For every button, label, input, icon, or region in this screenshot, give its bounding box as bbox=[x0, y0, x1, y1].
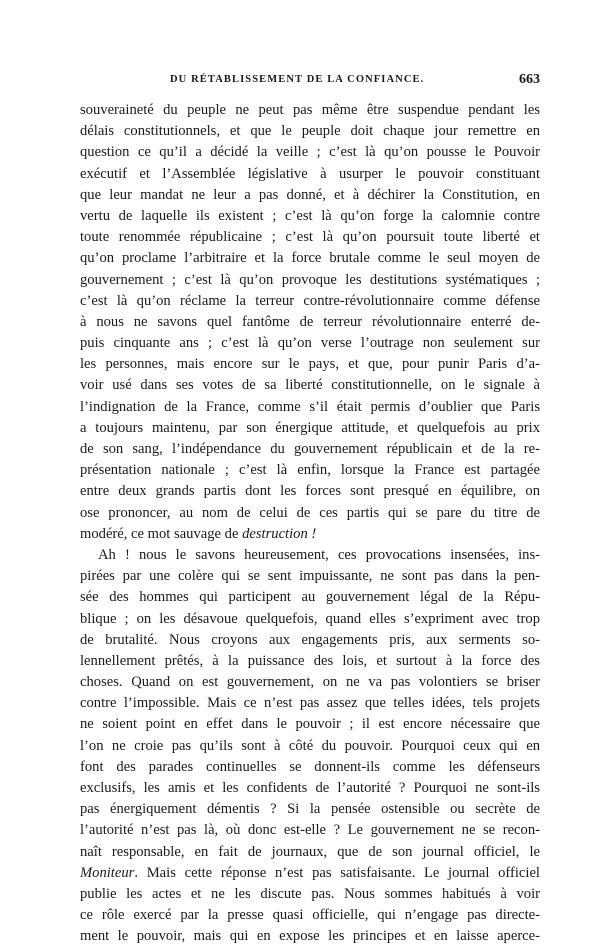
text-line: puis cinquante ans ; c’est là qu’on verse l’outrage non seulement sur bbox=[80, 335, 540, 352]
text-line: entre deux grands partis dont les forces sont presqué en équilibre, on bbox=[80, 483, 540, 500]
text-line: ose prononcer, au nom de celui de ces partis qui se pare du titre de bbox=[80, 504, 540, 521]
text-line bbox=[80, 524, 540, 545]
text-line: présentation nationale ; c’est là enfin, lorsque la France est partagée bbox=[80, 462, 540, 479]
text-line: gouvernement ; c’est là qu’on provoque les destitutions systématiques ; bbox=[80, 271, 540, 288]
text-line: qu’on proclame l’arbitraire et la force brutale comme le seul moyen de bbox=[80, 250, 540, 267]
text-line: Ah ! nous le savons heureusement, ces provocations insensées, ins- bbox=[98, 546, 540, 563]
text-line: de brutalité. Nous croyons aux engagements pris, aux serments so- bbox=[80, 631, 540, 648]
body-text bbox=[80, 100, 540, 948]
page-number: 663 bbox=[519, 72, 540, 87]
text-line: exclusifs, les amis et les confidents de l’autorité ? Pourquoi ne sont-ils bbox=[80, 780, 540, 796]
text-span: . Mais cette réponse n’est pas satisfaisante. Le journal officiel bbox=[134, 864, 540, 881]
italic-word: destruction ! bbox=[242, 525, 317, 542]
text-line: c’est là qu’on réclame la terreur contre-révolutionnaire comme défense bbox=[80, 292, 540, 309]
text-line: exécutif et l’Assemblée législative à usurper le pouvoir constituant bbox=[80, 165, 540, 182]
text-line: les personnes, mais encore sur le pays, et que, pour punir Paris d’a- bbox=[80, 356, 540, 373]
text-line: ment le pouvoir, mais qui en expose les principes et en laisse aperce- bbox=[80, 928, 540, 945]
paragraph-1 bbox=[80, 100, 540, 545]
text-line: pas énergiquement démentis ? Si la pensée ostensible ou secrète de bbox=[80, 801, 540, 818]
text-line: font des parades continuelles se donnent-ils comme les défenseurs bbox=[80, 758, 540, 775]
text-line: de son sang, l’indépendance du gouvernement républicain et de la re- bbox=[80, 441, 540, 457]
text-line: toute renommée républicaine ; c’est là qu’on poursuit toute liberté et bbox=[80, 229, 540, 246]
text-line: délais constitutionnels, et que le peuple doit chaque jour remettre en bbox=[80, 123, 540, 140]
text-line: que leur mandat ne leur a pas donné, et à déchirer la Constitution, en bbox=[80, 186, 540, 203]
text-line: publie les actes et ne les discute pas. Nous sommes habitués à voir bbox=[80, 885, 540, 902]
text-line: voir usé dans ses votes de sa liberté constitutionnelle, on le signale à bbox=[80, 377, 540, 394]
text-line: pirées par une colère qui se sent impuissante, ne sont pas dans la pen- bbox=[80, 568, 540, 585]
italic-word: Moniteur bbox=[80, 864, 135, 881]
text-line: question ce qu’il a décidé la veille ; c’est là qu’on pousse le Pouvoir bbox=[80, 144, 540, 161]
text-line: l’autorité n’est pas là, où donc est-elle ? Le gouvernement ne se recon- bbox=[80, 822, 540, 839]
text-line: choses. Quand on est gouvernement, on ne va pas volontiers se briser bbox=[80, 674, 540, 691]
text-line: souveraineté du peuple ne peut pas même être suspendue pendant les bbox=[80, 102, 540, 118]
text-line: ne soient point en effet dans le pouvoir ; il est encore nécessaire que bbox=[80, 716, 540, 733]
text-line: naît responsable, en fait de journaux, que de son journal officiel, le bbox=[80, 843, 540, 860]
text-line: ce rôle exercé par la presse quasi officielle, qui n’engage pas directe- bbox=[80, 907, 540, 924]
text-line: lennellement prêtés, à la puissance des lois, et surtout à la force des bbox=[80, 652, 540, 669]
text-line bbox=[80, 863, 540, 884]
running-head bbox=[80, 72, 540, 94]
text-line: a toujours maintenu, par son énergique attitude, et quelquefois au prix bbox=[80, 419, 540, 436]
text-line: l’indignation de la France, comme s’il était permis d’oublier que Paris bbox=[80, 398, 540, 415]
text-line: à nous ne savons quel fantôme de terreur révolutionnaire enterré de- bbox=[80, 313, 540, 330]
paragraph-2 bbox=[80, 545, 540, 948]
text-line: blique ; on les désavoue quelquefois, quand elles s’expriment avec trop bbox=[80, 610, 540, 627]
book-page bbox=[80, 72, 540, 948]
text-line: l’on ne croie pas qu’ils sont à côté du pouvoir. Pourquoi ceux qui en bbox=[80, 737, 540, 754]
text-span: modéré, ce mot sauvage de bbox=[80, 525, 243, 542]
text-line: vertu de laquelle ils existent ; c’est là qu’on forge la calomnie contre bbox=[80, 207, 540, 224]
text-line: contre l’impossible. Mais ce n’est pas assez que telles idées, tels projets bbox=[80, 695, 540, 712]
text-line: sée des hommes qui participent au gouvernement légal de la Répu- bbox=[80, 589, 540, 606]
running-title: DU RÉTABLISSEMENT DE LA CONFIANCE. bbox=[170, 74, 425, 85]
